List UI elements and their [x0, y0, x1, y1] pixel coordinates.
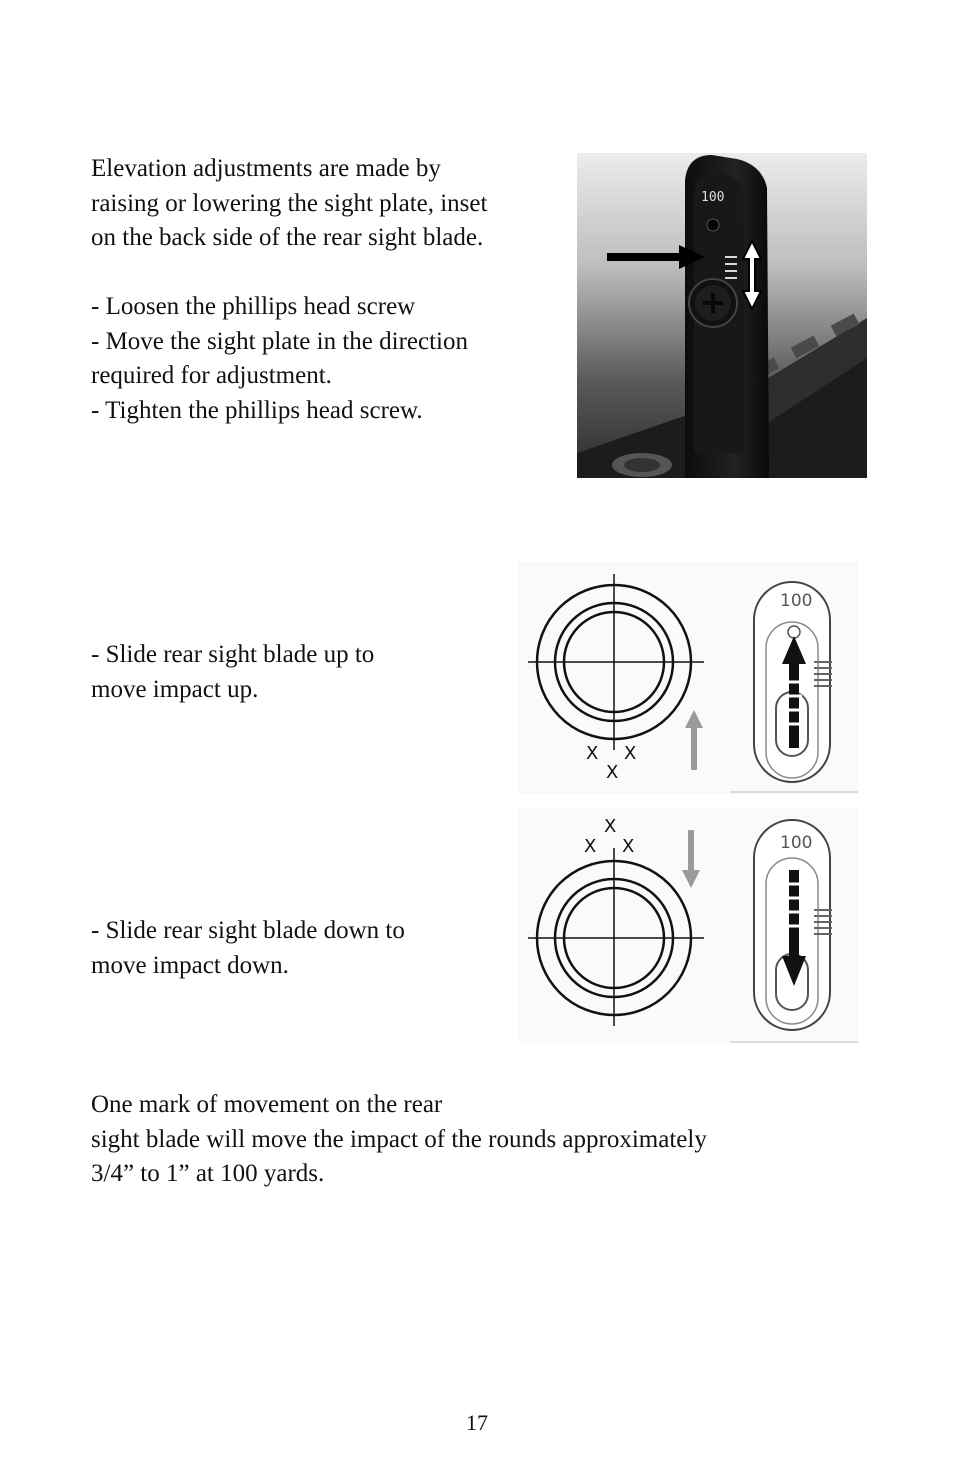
intro-line: raising or lowering the sight plate, inset [91, 189, 488, 217]
up-instruction-line: - Slide rear sight blade up to [91, 641, 375, 668]
move-down-diagram [518, 808, 858, 1044]
move-up-diagram [518, 562, 858, 794]
sight-plate-down-icon [754, 820, 832, 1030]
step-loosen: - Loosen the phillips head screw [91, 293, 416, 320]
plate-label: 100 [780, 833, 813, 853]
step-tighten: - Tighten the phillips head screw. [91, 396, 423, 424]
page-number: 17 [466, 1410, 488, 1435]
intro-paragraph [91, 152, 487, 428]
down-instruction-line: move impact down. [91, 951, 289, 979]
intro-line: Elevation adjustments are made by [91, 155, 441, 182]
step-move-cont: required for adjustment. [91, 362, 332, 389]
impact-mark: X [586, 743, 599, 764]
intro-line: on the back side of the rear sight blade. [91, 224, 484, 251]
note-line: One mark of movement on the rear [91, 1091, 443, 1118]
up-instruction-line: move impact up. [91, 675, 259, 703]
rear-sight-photo [577, 153, 867, 478]
up-instruction [91, 638, 374, 707]
down-instruction-line: - Slide rear sight blade down to [91, 917, 405, 944]
impact-mark: X [606, 762, 619, 783]
note-line: 3/4” to 1” at 100 yards. [91, 1160, 325, 1187]
impact-mark: X [624, 743, 637, 764]
impact-mark: X [604, 816, 617, 837]
adjustment-note [91, 1088, 707, 1192]
plate-label: 100 [701, 190, 725, 205]
impact-mark: X [622, 836, 635, 857]
sight-plate-up-icon [754, 582, 832, 782]
down-instruction [91, 914, 405, 983]
impact-mark: X [584, 836, 597, 857]
step-move: - Move the sight plate in the direction [91, 327, 468, 355]
note-line: sight blade will move the impact of the rounds approximately [91, 1125, 707, 1153]
plate-label: 100 [780, 591, 813, 611]
